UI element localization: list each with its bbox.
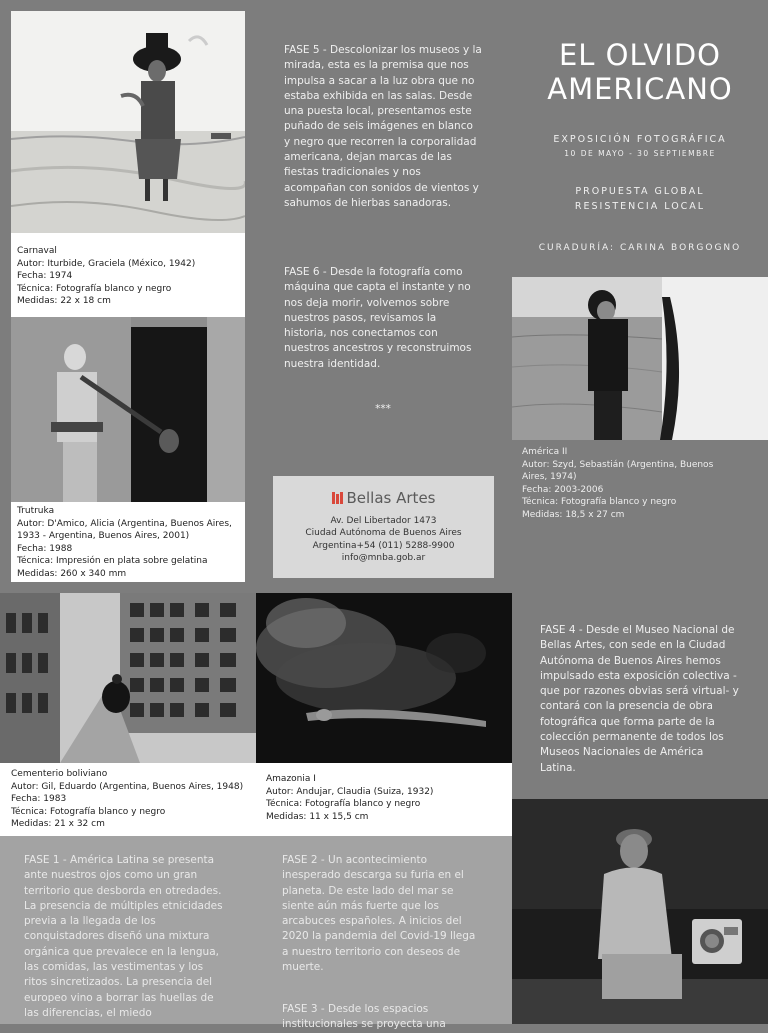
work-size: Medidas: 22 x 18 cm bbox=[17, 296, 111, 306]
caption-amazonia-i bbox=[256, 763, 512, 836]
text-fase1: FASE 1 - América Latina se presenta ante nuestros ojos como un gran territorio que desborda en otredades. La presencia de múltiples etnicidades previa a la llegada de los conquistadores diseñó una mixtura orgánica que prevalece en la lengua, las comidas, las vestimentas y los ritos sincretizados. La presencia del europeo vino a borrar las huellas de las diferencias, el miedo bbox=[24, 854, 223, 1019]
proposal-line-1: PROPUESTA GLOBAL bbox=[575, 186, 705, 197]
work-technique: Técnica: Fotografía blanco y negro bbox=[266, 799, 421, 809]
museum-logo bbox=[273, 489, 494, 507]
photo-trutruka bbox=[11, 317, 245, 502]
caption-cementerio-boliviano bbox=[0, 763, 256, 836]
curator: CURADURÍA: CARINA BORGOGNO bbox=[538, 243, 742, 253]
work-technique: Técnica: Fotografía blanco y negro bbox=[11, 806, 166, 817]
work-author: Autor: Szyd, Sebastián (Argentina, Buenos Aires, 1974) bbox=[522, 459, 714, 482]
title-line-2: AMERICANO bbox=[547, 72, 733, 106]
work-author: Autor: D'Amico, Alicia (Argentina, Buenos Aires, 1933 - Argentina, Buenos Aires, 2001) bbox=[17, 518, 232, 541]
work-date: Fecha: 1983 bbox=[11, 794, 67, 804]
work-title: Cementerio boliviano bbox=[11, 769, 108, 779]
work-date: Fecha: 1974 bbox=[17, 271, 73, 281]
work-author: Autor: Iturbide, Graciela (México, 1942) bbox=[17, 258, 196, 269]
work-size: Medidas: 21 x 32 cm bbox=[11, 819, 105, 829]
museum-phone: Argentina+54 (011) 5288-9900 bbox=[312, 540, 455, 551]
museum-info-box bbox=[273, 476, 494, 578]
work-author: Autor: Gil, Eduardo (Argentina, Buenos Aires, 1948) bbox=[11, 781, 244, 792]
work-title: Amazonia I bbox=[266, 774, 316, 784]
museum-address: Av. Del Libertador 1473 bbox=[330, 515, 437, 526]
work-date: Fecha: 1988 bbox=[17, 543, 73, 554]
work-title: América II bbox=[522, 447, 568, 457]
photo-amazonia-i bbox=[256, 593, 512, 763]
exhibition-dates: 10 DE MAYO - 30 SEPTIEMBRE bbox=[564, 149, 716, 158]
work-title: Trutruka bbox=[17, 506, 55, 516]
work-author: Autor: Andujar, Claudia (Suiza, 1932) bbox=[266, 786, 434, 797]
work-size: Medidas: 18,5 x 27 cm bbox=[522, 509, 625, 520]
work-size: Medidas: 260 x 340 mm bbox=[17, 568, 127, 579]
photo-cementerio-boliviano bbox=[0, 593, 256, 763]
museum-city: Ciudad Autónoma de Buenos Aires bbox=[305, 528, 462, 538]
text-fase4: FASE 4 - Desde el Museo Nacional de Bellas Artes, con sede en la Ciudad Autónoma de Buenos Aires hemos impulsado esta exposición colectiva -que por razones obvias será virtual- y contará con la presencia de obra fotográfica que forma parte de la colección permanente de todos los Museos Nacionales de América Latina. bbox=[540, 624, 739, 774]
work-date: Fecha: 2003-2006 bbox=[522, 484, 604, 495]
text-fase5: FASE 5 - Descolonizar los museos y la mirada, esta es la premisa que nos impulsa a sacar a la luz obra que no estaba exhibida en las salas. Desde una puesta local, presentamos este puñado de seis imágenes en blanco y negro que recorren la corporalidad americana, dejan marcas de las fiestas tradicionales y nos acompañan con sonidos de vientos y sahumos de hierbas sanadoras. bbox=[284, 44, 482, 209]
photo-america-ii bbox=[512, 277, 768, 440]
caption-carnaval bbox=[11, 233, 245, 317]
bellas-artes-logo-icon bbox=[332, 492, 343, 504]
exhibition-type: EXPOSICIÓN FOTOGRÁFICA bbox=[553, 134, 727, 145]
work-technique: Técnica: Fotografía blanco y negro bbox=[522, 497, 677, 507]
work-title: Carnaval bbox=[17, 246, 57, 256]
page-title bbox=[524, 38, 756, 106]
title-line-1: EL OLVIDO bbox=[558, 38, 722, 72]
text-fase6: FASE 6 - Desde la fotografía como máquina que capta el instante y no nos deja morir, volvemos sobre nuestros pasos, revisamos la historia, nos conectamos con nuestros ancestros y reconstruimos nuestra identidad. bbox=[284, 266, 472, 370]
work-technique: Técnica: Fotografía blanco y negro bbox=[17, 283, 172, 294]
caption-america-ii bbox=[522, 446, 722, 521]
separator: *** bbox=[375, 403, 391, 415]
text-fase2: FASE 2 - Un acontecimiento inesperado descarga su furia en el planeta. De este lado del mar se siente aún más fuerte que los arcabuces españoles. A inicios del 2020 la pandemia del Covid-19 llega a nuestro territorio con deseos de muerte. bbox=[282, 854, 476, 974]
museum-logo-text: Bellas Artes bbox=[346, 489, 436, 507]
work-size: Medidas: 11 x 15,5 cm bbox=[266, 811, 369, 822]
work-technique: Técnica: Impresión en plata sobre gelatina bbox=[17, 556, 208, 566]
photo-carnaval bbox=[11, 11, 245, 233]
proposal-line-2: RESISTENCIA LOCAL bbox=[574, 201, 706, 212]
photo-woman-radio bbox=[512, 799, 768, 1024]
museum-email[interactable]: info@mnba.gob.ar bbox=[341, 553, 426, 563]
caption-trutruka bbox=[11, 502, 245, 582]
text-fase3: FASE 3 - Desde los espacios institucionales se proyecta una bbox=[282, 1003, 446, 1031]
